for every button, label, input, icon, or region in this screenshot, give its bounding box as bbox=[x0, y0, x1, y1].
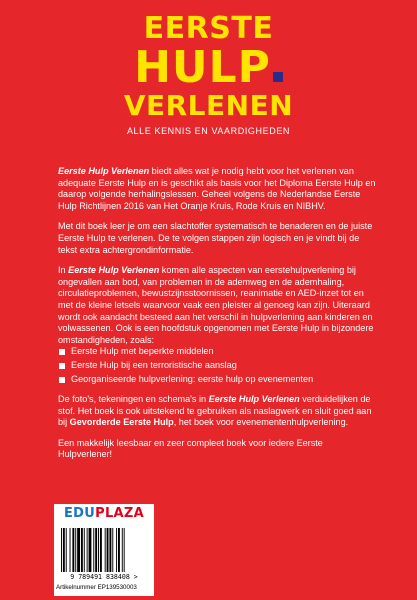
paragraph-3 bbox=[58, 265, 378, 346]
paragraph-4 bbox=[58, 394, 378, 429]
barcode-bars bbox=[60, 528, 148, 572]
title-block bbox=[0, 8, 417, 136]
paragraph-1-text: biedt alles wat je nodig hebt voor het verlenen van adequate Eerste Hulp en is geschikt als basis voor het Diploma Eerste Hulp en daarop volgende herhalingslessen. Geheel volgens de Nederlandse Eerste Hulp Richtlijnen 2016 van Het Oranje Kruis, Rode Kruis en NIBHV. bbox=[58, 166, 376, 211]
title-line-2 bbox=[0, 42, 417, 93]
book-title-emphasis: Eerste Hulp Verlenen bbox=[58, 166, 150, 176]
bullet-list bbox=[58, 346, 378, 385]
title-line-3: VERLENEN bbox=[123, 89, 294, 122]
title-square-mark bbox=[273, 72, 283, 82]
book-title-emphasis: Eerste Hulp Verlenen bbox=[68, 265, 160, 276]
title-line-1: EERSTE bbox=[143, 11, 274, 46]
barcode-box bbox=[54, 504, 154, 596]
list-item: Eerste Hulp met beperkte middelen bbox=[58, 346, 378, 358]
publisher-logo bbox=[54, 504, 154, 524]
paragraph-4-pre: De foto's, tekeningen en schema's in bbox=[58, 394, 209, 405]
paragraph-2: Met dit boek leer je om een slachtoffer systematisch te benaderen en de juiste Eerste Hulp te verlenen. De te volgen stappen zijn logisch en je vindt bij de tekst extra achtergrondinformatie. bbox=[58, 221, 373, 255]
paragraph-4-text: , het boek voor evenementenhulpverlening. bbox=[173, 417, 349, 428]
paragraph-4-mid: verduidelijken de stof. Het boek is ook uitstekend te gebruiken als naslagwerk en sluit goed aan bij bbox=[58, 394, 372, 428]
paragraph-1 bbox=[58, 166, 378, 212]
back-cover-text bbox=[58, 166, 378, 470]
list-item: Georganiseerde hulpverlening: eerste hulp op evenementen bbox=[58, 374, 378, 386]
subtitle: ALLE KENNIS EN VAARDIGHEDEN bbox=[126, 126, 291, 136]
book-title-emphasis: Eerste Hulp Verlenen bbox=[208, 394, 300, 405]
list-item: Eerste Hulp bij een terroristische aanslag bbox=[58, 360, 378, 372]
barcode-number: 9 789491 838408 > bbox=[70, 573, 138, 581]
title-line-2-text: HULP bbox=[134, 42, 271, 93]
article-number: Artikelnummer EP139530003 bbox=[56, 584, 137, 591]
paragraph-3-pre: In bbox=[58, 265, 69, 276]
related-book-title: Gevorderde Eerste Hulp bbox=[69, 417, 174, 428]
paragraph-5: Een makkelijk leesbaar en zeer compleet boek voor iedere Eerste Hulpverlener! bbox=[58, 437, 323, 460]
logo-edu: EDU bbox=[63, 506, 96, 521]
logo-plaza: PLAZA bbox=[95, 506, 144, 521]
paragraph-3-text: komen alle aspecten van eerstehulpverlening bij ongevallen aan bod, van problemen in de ademweg en de ademhaling, circulatieproblemen, bewustzijnsstoornissen, reanimatie en AED-inzet tot en met de kleine letsels waarvoor vaak een pleister al genoeg kan zijn. Uiteraard wordt ook aandacht besteed aan het verschil in hulpverlening aan kinderen en volwassenen. Ook is een hoofdstuk opgenomen met Eerste Hulp in bijzondere omstandigheden, zoals: bbox=[58, 265, 374, 345]
